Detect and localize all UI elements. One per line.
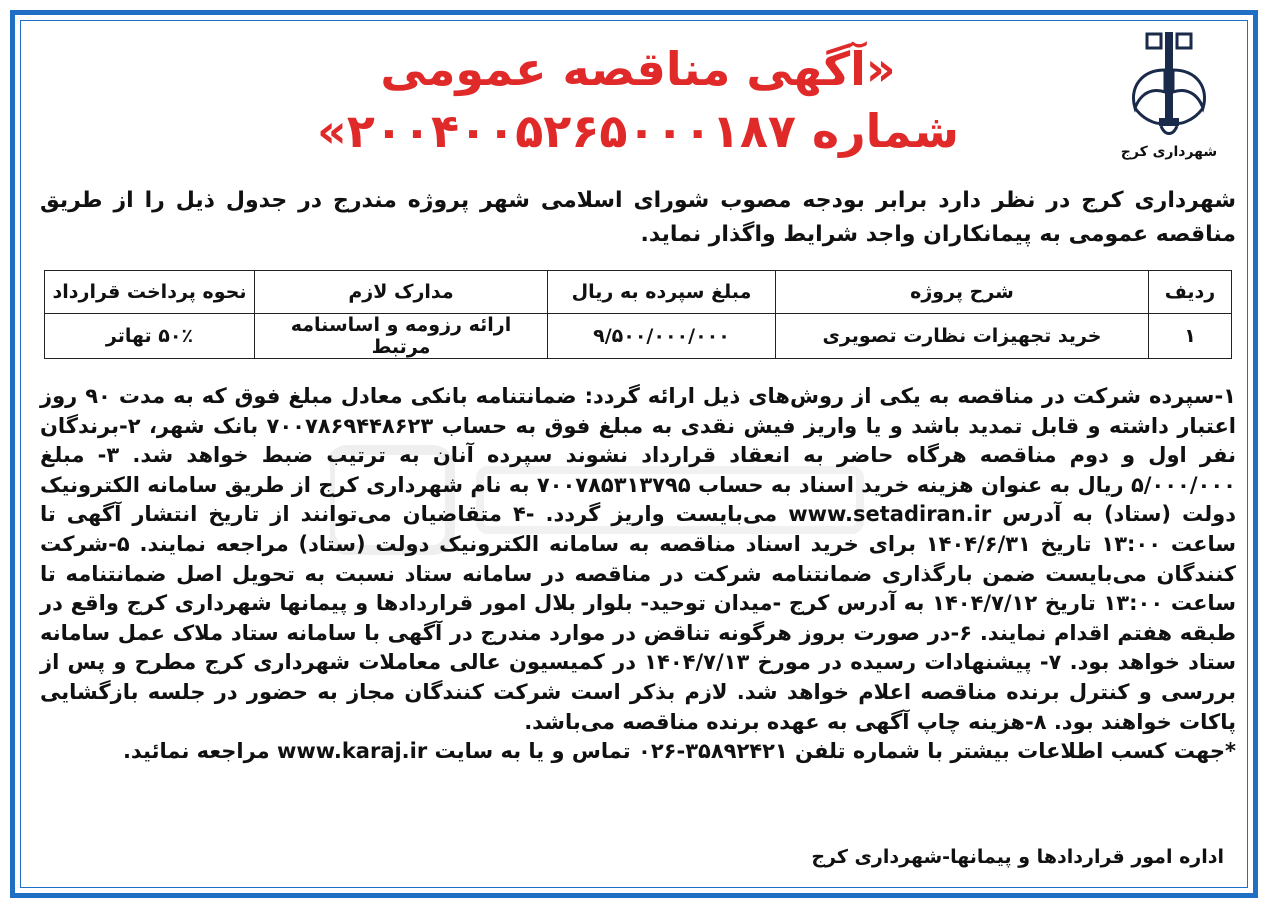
- header-row-number: ردیف: [1149, 271, 1232, 314]
- title-line-1: «آگهی مناقصه عمومی: [380, 42, 896, 96]
- issuer-signature: اداره امور قراردادها و پیمانها-شهرداری کرج: [811, 846, 1224, 868]
- tender-conditions: [40, 382, 1236, 767]
- header-payment-method: نحوه پرداخت قرارداد: [45, 271, 255, 314]
- municipality-emblem-icon: [1121, 30, 1217, 142]
- cell-required-documents: ارائه رزومه و اساسنامه مرتبط: [255, 314, 548, 359]
- logo-caption: شهرداری کرج: [1120, 144, 1218, 160]
- table-header-row: [45, 271, 1232, 314]
- header-required-documents: مدارک لازم: [255, 271, 548, 314]
- cell-project-description: خرید تجهیزات نظارت تصویری: [776, 314, 1149, 359]
- tender-title: [200, 38, 1076, 162]
- header-deposit-amount: مبلغ سپرده به ریال: [548, 271, 776, 314]
- table-row: [45, 314, 1232, 359]
- cell-deposit-amount: ۹/۵۰۰/۰۰۰/۰۰۰: [548, 314, 776, 359]
- title-line-2: شماره ۲۰۰۴۰۰۵۲۶۵۰۰۰۱۸۷»: [317, 104, 959, 158]
- cell-row-number: ۱: [1149, 314, 1232, 359]
- karaj-municipality-logo: [1114, 30, 1224, 170]
- conditions-paragraph: ۱-سپرده شرکت در مناقصه به یکی از روش‌های ذیل ارائه گردد: ضمانتنامه بانکی معادل مبلغ فوق که به مدت ۹۰ روز اعتبار داشته و قابل تمدید باشد و یا واریز فیش نقدی به مبلغ فوق به حساب ۷۰۰۷۸۶۹۴۴۸۶۲۳ بانک شهر، ۲-برندگان نفر اول و دوم مناقصه هرگاه حاضر به انعقاد قرارداد نشوند سپرده آنان به ترتیب ضبط خواهد شد. ۳- مبلغ ۵/۰۰۰/۰۰۰ ریال به عنوان هزینه خرید اسناد به حساب ۷۰۰۷۸۵۳۱۳۷۹۵ به نام شهرداری کرج از طریق سامانه الکترونیک دولت (ستاد) به آدرس www.setadiran.ir می‌بایست واریز گردد. -۴ متقاضیان می‌توانند از تاریخ انتشار آگهی تا ساعت ۱۳:۰۰ تاریخ ۱۴۰۴/۶/۳۱ برای خرید اسناد مناقصه به سامانه الکترونیک دولت (ستاد) مراجعه نمایند. ۵-شرکت کنندگان می‌بایست ضمن بارگذاری ضمانتنامه شرکت در مناقصه در سامانه ستاد نسبت به تحویل اصل ضمانتنامه تا ساعت ۱۳:۰۰ تاریخ ۱۴۰۴/۷/۱۲ به آدرس کرج -میدان توحید- بلوار بلال امور قراردادها و پیمانها شهرداری کرج واقع در طبقه هفتم اقدام نمایند. ۶-در صورت بروز هرگونه تناقض در موارد مندرج در آگهی با سامانه ستاد ملاک عمل سامانه ستاد خواهد بود. ۷- پیشنهادات رسیده در مورخ ۱۴۰۴/۷/۱۳ در کمیسیون عالی معاملات شهرداری کرج مطرح و پس از بررسی و کنترل برنده مناقصه اعلام خواهد شد. لازم بذکر است شرکت کنندگان مجاز به حضور در جلسه بازگشایی پاکات خواهند بود. ۸-هزینه چاپ آگهی به عهده برنده مناقصه می‌باشد.: [40, 384, 1236, 734]
- cell-payment-method: ۵۰٪ تهاتر: [45, 314, 255, 359]
- intro-paragraph: شهرداری کرج در نظر دارد برابر بودجه مصوب شورای اسلامی شهر پروژه مندرج در جدول ذیل را از طریق مناقصه عمومی به پیمانکاران واجد شرایط واگذار نماید.: [40, 188, 1236, 247]
- tender-table: [44, 270, 1232, 359]
- contact-line: *جهت کسب اطلاعات بیشتر با شماره تلفن ۳۵۸۹۲۴۲۱-۰۲۶ تماس و یا به سایت www.karaj.ir مراجعه نمائید.: [122, 739, 1236, 764]
- header-project-description: شرح پروژه: [776, 271, 1149, 314]
